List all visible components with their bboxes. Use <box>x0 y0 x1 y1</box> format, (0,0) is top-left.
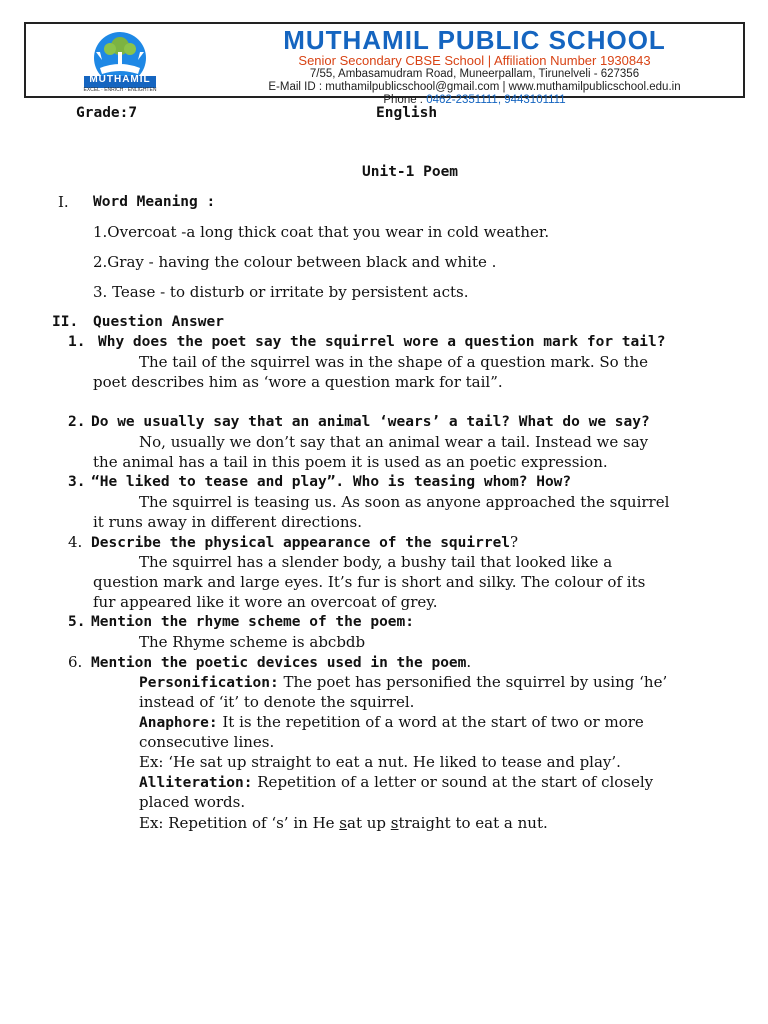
question-text: Mention the poetic devices used in the poem <box>91 655 467 671</box>
example-line <box>139 813 548 833</box>
answer-line: consecutive lines. <box>139 733 275 751</box>
section2-title: Question Answer <box>93 314 224 330</box>
device-text: It is the repetition of a word at the start of two or more <box>217 713 644 731</box>
example-text: Ex: Repetition of ‘s’ in He <box>139 814 340 832</box>
letterhead <box>24 22 745 106</box>
example-text: traight to eat a nut. <box>398 814 548 832</box>
section1-numeral: I. <box>58 193 69 211</box>
phone-numbers: 0462-2351111, 9443101111 <box>426 94 566 106</box>
school-address: 7/55, Ambasamudram Road, Muneerpallam, Tirunelveli - 627356 <box>309 68 640 80</box>
question-end: ? <box>510 533 519 551</box>
answer-line: it runs away in different directions. <box>93 513 363 531</box>
school-info <box>212 27 737 107</box>
word-meaning-item: 3. Tease - to disturb or irritate by persistent acts. <box>93 283 469 301</box>
school-logo <box>40 30 200 92</box>
personification-line <box>139 672 667 693</box>
question-number: 2. <box>68 414 86 430</box>
question-text: “He liked to tease and play”. Who is teasing whom? How? <box>91 474 572 490</box>
question-number: 4. <box>68 533 83 551</box>
question-number: 3. <box>68 474 86 490</box>
question-text: Mention the rhyme scheme of the poem: <box>91 614 415 630</box>
answer-line: The squirrel has a slender body, a bushy tail that looked like a <box>139 553 613 571</box>
grade-label: Grade:7 <box>76 105 138 121</box>
answer-line: fur appeared like it wore an overcoat of grey. <box>93 593 438 611</box>
device-text: Repetition of a letter or sound at the start of closely <box>252 773 654 791</box>
question-text: Do we usually say that an animal ‘wears’ a tail? What do we say? <box>91 414 650 430</box>
example-text: at up <box>347 814 391 832</box>
question-number: 5. <box>68 614 86 630</box>
section1-title: Word Meaning : <box>93 194 216 210</box>
answer-line: question mark and large eyes. It’s fur is short and silky. The colour of its <box>93 573 646 591</box>
question-text-wrap <box>91 532 518 553</box>
alliteration-line <box>139 772 653 793</box>
answer-line: The Rhyme scheme is abcbdb <box>139 633 366 651</box>
logo-tagline: EXCEL · ENRICH · ENLIGHTEN <box>83 87 157 93</box>
question-end: . <box>466 653 472 671</box>
device-term: Alliteration: <box>139 775 253 791</box>
answer-line: The tail of the squirrel was in the shape of a question mark. So the <box>139 353 649 371</box>
answer-line: placed words. <box>139 793 246 811</box>
underlined-letter: s <box>339 814 347 832</box>
word-meaning-item: 1.Overcoat -a long thick coat that you wear in cold weather. <box>93 223 550 241</box>
answer-line: the animal has a tail in this poem it is used as an poetic expression. <box>93 453 608 471</box>
underlined-letter: s <box>390 814 399 832</box>
unit-title: Unit-1 Poem <box>362 164 459 180</box>
question-text: Why does the poet say the squirrel wore a question mark for tail? <box>98 334 666 350</box>
answer-line: No, usually we don’t say that an animal wear a tail. Instead we say <box>139 433 649 451</box>
device-term: Personification: <box>139 675 279 691</box>
subject-label: English <box>376 105 438 121</box>
example-line: Ex: ‘He sat up straight to eat a nut. He liked to tease and play’. <box>139 753 621 771</box>
school-email: E-Mail ID : muthamilpublicschool@gmail.com | www.muthamilpublicschool.edu.in <box>268 81 681 93</box>
school-affiliation: Senior Secondary CBSE School | Affiliation Number 1930843 <box>298 53 651 68</box>
answer-line: poet describes him as ‘wore a question mark for tail”. <box>93 373 503 391</box>
school-name: MUTHAMIL PUBLIC SCHOOL <box>283 25 666 55</box>
answer-line: The squirrel is teasing us. As soon as anyone approached the squirrel <box>139 493 670 511</box>
question-text: Describe the physical appearance of the squirrel <box>91 535 511 551</box>
question-text-wrap <box>91 652 471 673</box>
question-number: 6. <box>68 653 83 671</box>
word-meaning-item: 2.Gray - having the colour between black and white . <box>93 253 497 271</box>
anaphore-line <box>139 712 644 733</box>
device-term: Anaphore: <box>139 715 218 731</box>
question-number: 1. <box>68 334 86 350</box>
school-phone <box>212 94 737 107</box>
section2-numeral: II. <box>52 314 79 330</box>
answer-line: instead of ‘it’ to denote the squirrel. <box>139 693 415 711</box>
phone-label: Phone : <box>383 94 427 106</box>
logo-name: MUTHAMIL <box>89 74 151 85</box>
device-text: The poet has personified the squirrel by using ‘he’ <box>278 673 668 691</box>
